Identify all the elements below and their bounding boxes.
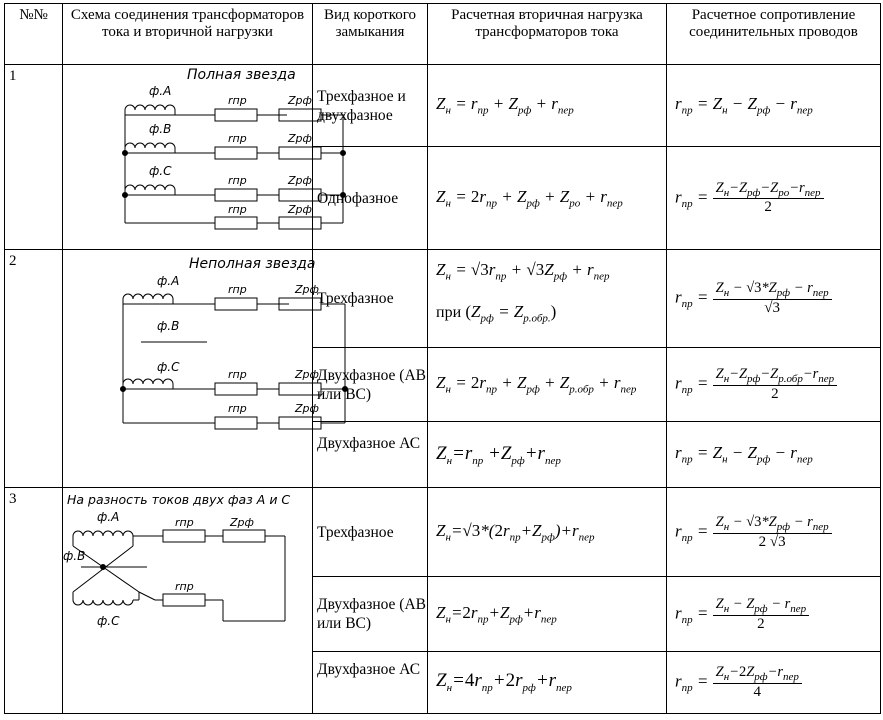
table-row — [5, 250, 881, 348]
resist-formula: $r_{пр}$ = $\frac{Z_н-Z_{рф}-Z_{ро}-r_{пер}}{2}$ — [667, 147, 881, 250]
fault-type: Однофазное — [313, 147, 428, 250]
row-number: 1 — [5, 65, 63, 250]
load-formula: $Z_н=4r_{пр}+2r_{рф}+r_{пер}$ — [428, 651, 667, 713]
resistor-r — [215, 109, 257, 121]
load-formula: $Z_н=√3*(2r_{пр}+Z_{рф})+r_{пер}$ — [428, 488, 667, 577]
svg-text:rпр: rпр — [228, 203, 247, 216]
phase-difference-scheme-diagram — [63, 488, 312, 713]
svg-text:Zрф: Zрф — [288, 174, 312, 187]
load-formula: $Z_н = √3r_{пр} + √3Z_{рф} + r_{пер}$ при $(Z_{рф} = Z_{р.обр.})$ — [428, 250, 667, 348]
svg-text:rпр: rпр — [228, 401, 247, 415]
svg-text:rпр: rпр — [228, 132, 247, 145]
resist-formula: $r_{пр}$ = $\frac{Z_н-Z_{рф}-Z_{р.обр}-r_{пер}}{2}$ — [667, 348, 881, 422]
svg-text:Zрф: Zрф — [288, 203, 312, 216]
header-num: №№ — [5, 4, 63, 65]
header-scheme: Схема соединения трансформаторов тока и вторичной нагрузки — [63, 4, 313, 65]
svg-text:ф.В: ф.В — [63, 549, 86, 563]
svg-text:ф.А: ф.А — [97, 510, 120, 524]
load-formula: $Z_н = 2r_{пр} + Z_{рф} + Z_{ро} + r_{пер}$ — [428, 147, 667, 250]
svg-text:rпр: rпр — [175, 516, 194, 529]
load-formula: $Z_н = 2r_{пр} + Z_{рф} + Z_{р.обр} + r_{пер}$ — [428, 348, 667, 422]
svg-text:rпр: rпр — [228, 367, 247, 381]
coil-b — [125, 143, 175, 153]
scheme-title: На разность токов двух фаз А и С — [67, 492, 291, 507]
svg-text:rпр: rпр — [228, 174, 247, 187]
svg-text:Zрф: Zрф — [230, 516, 254, 529]
header-resist: Расчетное сопротивление соединительных проводов — [667, 4, 881, 65]
svg-text:ф.С: ф.С — [157, 359, 180, 374]
fault-type: Двухфазное (АВ или ВС) — [313, 577, 428, 651]
resist-formula: $r_{пр} = Z_н - Z_{рф} - r_{пер}$ — [667, 65, 881, 147]
resist-formula: $r_{пр}$ = $\frac{Z_н - Z_{рф} - r_{пер}}{2}$ — [667, 577, 881, 651]
header-fault: Вид короткого замыкания — [313, 4, 428, 65]
scheme-title: Полная звезда — [187, 67, 296, 83]
row-number: 2 — [5, 250, 63, 488]
table-row — [5, 65, 881, 147]
load-formula: $Z_н=r_{пр} +Z_{рф}+r_{пер}$ — [428, 422, 667, 488]
fault-type: Трехфазное — [313, 250, 428, 348]
svg-text:rпр: rпр — [175, 580, 194, 593]
svg-text:Zрф: Zрф — [295, 282, 319, 296]
header-load: Расчетная вторичная нагрузка трансформаторов тока — [428, 4, 667, 65]
fault-type: Двухфазное АС — [313, 422, 428, 488]
svg-text:Zрф: Zрф — [288, 94, 312, 107]
phase-c-label: ф.С — [149, 164, 172, 178]
fault-type: Двухфазное АС — [313, 651, 428, 713]
fault-type: Трехфазное и двухфазное — [313, 65, 428, 147]
svg-text:Zрф: Zрф — [295, 401, 319, 415]
fault-type: Трехфазное — [313, 488, 428, 577]
svg-text:ф.А: ф.А — [157, 273, 180, 288]
header-row — [5, 4, 881, 65]
svg-text:Zрф: Zрф — [295, 367, 319, 381]
row-number: 3 — [5, 488, 63, 714]
fault-type: Двухфазное (АВ или ВС) — [313, 348, 428, 422]
resist-formula: $r_{пр}$ = $\frac{Z_н - √3*Z_{рф} - r_{пер}}{2 √3}$ — [667, 488, 881, 577]
phase-a-label: ф.А — [149, 84, 172, 98]
coil-c — [125, 185, 175, 195]
partial-star-scheme-diagram — [63, 252, 319, 486]
svg-text:rпр: rпр — [228, 94, 247, 107]
svg-text:Zрф: Zрф — [288, 132, 312, 145]
svg-text:ф.С: ф.С — [97, 614, 120, 628]
scheme-cell — [63, 65, 313, 250]
load-formula: $Z_н = r_{пр} + Z_{рф} + r_{пер}$ — [428, 65, 667, 147]
full-star-scheme-diagram — [63, 65, 312, 249]
svg-text:rпр: rпр — [228, 282, 247, 296]
table-row — [5, 488, 881, 577]
scheme-title: Неполная звезда — [189, 255, 316, 272]
scheme-cell — [63, 488, 313, 714]
resist-formula: $r_{пр}$ = $\frac{Z_н-2Z_{рф}-r_{пер}}{4}$ — [667, 651, 881, 713]
phase-b-label: ф.В — [149, 122, 172, 136]
transformer-load-table — [4, 3, 881, 714]
scheme-cell — [63, 250, 319, 488]
svg-text:ф.В: ф.В — [157, 318, 180, 333]
coil-a — [125, 105, 175, 115]
resist-formula: $r_{пр}$ = $\frac{Z_н - √3*Z_{рф} - r_{пер}}{√3}$ — [667, 250, 881, 348]
resist-formula: $r_{пр} = Z_н - Z_{рф} - r_{пер}$ — [667, 422, 881, 488]
load-formula: $Z_н=2r_{пр}+Z_{рф}+r_{пер}$ — [428, 577, 667, 651]
